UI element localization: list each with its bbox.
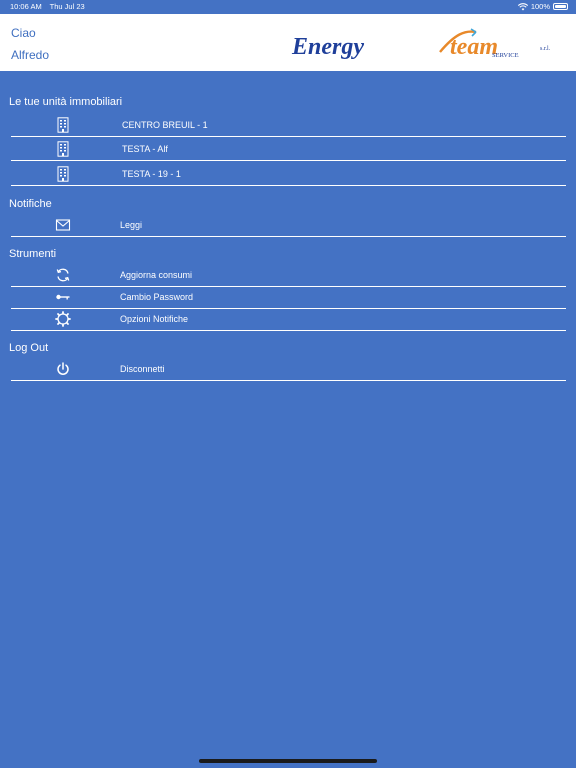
company-logo: [290, 26, 570, 70]
user-name: Alfredo: [11, 48, 50, 62]
tool-label: Opzioni Notifiche: [120, 314, 189, 324]
logout-label: Disconnetti: [120, 364, 165, 374]
logo-suffix: s.r.l.: [540, 46, 551, 52]
greeting: Ciao: [11, 26, 36, 40]
section-title-notifications: Notifiche: [9, 198, 52, 210]
section-title-tools: Strumenti: [9, 248, 57, 260]
tool-row-password[interactable]: [11, 287, 566, 309]
status-time: 10:06 AM: [10, 2, 42, 11]
notification-row-read[interactable]: [11, 215, 566, 237]
logo-accent: team: [450, 34, 498, 60]
header: [0, 14, 576, 71]
tool-label: Aggiorna consumi: [120, 270, 193, 280]
logo-main: Energy: [292, 34, 364, 60]
section-title-logout: Log Out: [9, 342, 49, 354]
power-icon: [55, 361, 71, 377]
tool-row-notification-options[interactable]: [11, 309, 566, 331]
tool-row-refresh[interactable]: [11, 265, 566, 287]
unit-row-2[interactable]: [11, 139, 566, 161]
unit-label: TESTA - 19 - 1: [122, 169, 181, 179]
unit-row-1[interactable]: [11, 115, 566, 137]
logout-row-disconnect[interactable]: [11, 359, 566, 381]
gear-icon: [55, 311, 71, 327]
status-date: Thu Jul 23: [49, 2, 85, 11]
status-bar: [0, 0, 576, 14]
key-icon: [55, 289, 71, 305]
wifi-icon: [518, 3, 528, 11]
status-left: [10, 2, 91, 11]
building-icon: [55, 166, 71, 182]
status-right: [518, 2, 568, 11]
battery-percent: 100%: [530, 2, 550, 11]
mail-icon: [55, 217, 71, 233]
section-title-units: Le tue unità immobiliari: [9, 96, 123, 108]
unit-row-3[interactable]: [11, 164, 566, 186]
unit-label: CENTRO BREUIL - 1: [122, 120, 208, 130]
refresh-icon: [55, 267, 71, 283]
battery-icon: [553, 3, 568, 10]
tool-label: Cambio Password: [120, 292, 194, 302]
logo-sub: SERVICE: [492, 52, 519, 59]
building-icon: [55, 141, 71, 157]
unit-label: TESTA - Alf: [122, 144, 168, 154]
building-icon: [55, 117, 71, 133]
home-indicator[interactable]: [199, 759, 377, 763]
notification-label: Leggi: [120, 220, 143, 230]
